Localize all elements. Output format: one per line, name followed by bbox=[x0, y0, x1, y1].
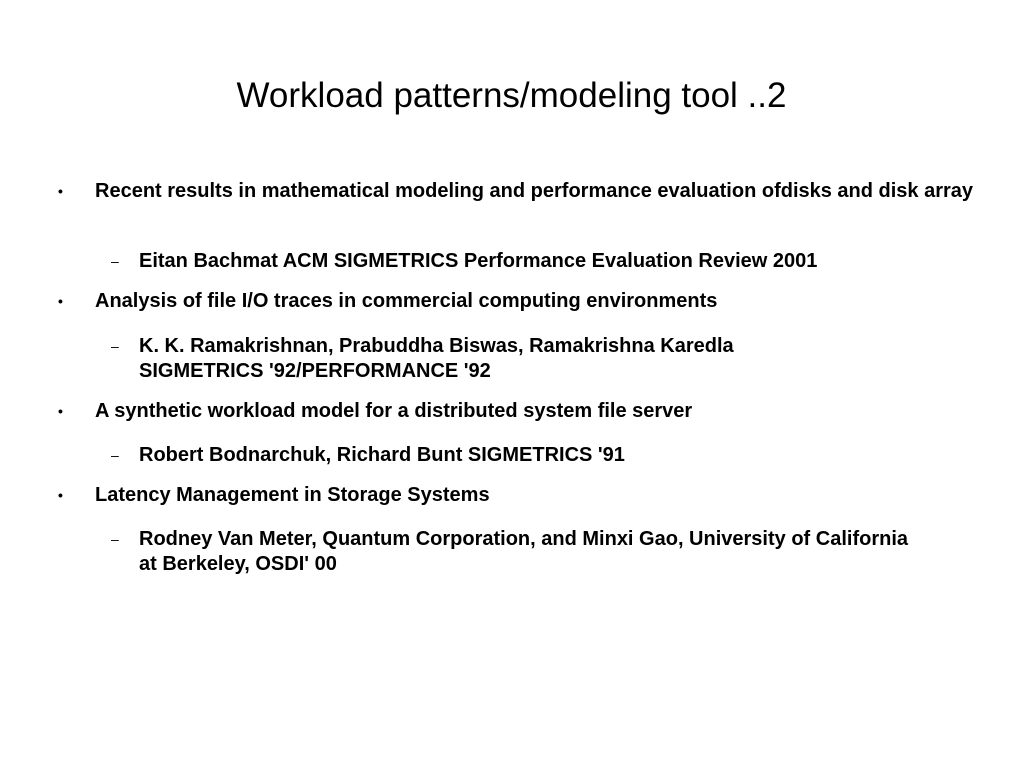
bullet-text: Analysis of file I/O traces in commercial computing environments bbox=[95, 290, 718, 312]
slide-title: Workload patterns/modeling tool ..2 bbox=[236, 76, 787, 115]
bullet-dot-icon: • bbox=[58, 183, 63, 199]
dash-icon: – bbox=[111, 338, 119, 354]
bullet-text: Latency Management in Storage Systems bbox=[95, 484, 490, 506]
sub-bullet-text: Eitan Bachmat ACM SIGMETRICS Performance Evaluation Review 2001 bbox=[139, 250, 818, 272]
bullet-text: A synthetic workload model for a distributed system file server bbox=[95, 400, 693, 422]
bullet-text: Recent results in mathematical modeling and performance evaluation ofdisks and disk array bbox=[95, 180, 974, 202]
bullet-dot-icon: • bbox=[58, 487, 63, 503]
sub-bullet-text: Robert Bodnarchuk, Richard Bunt SIGMETRICS '91 bbox=[139, 444, 625, 466]
dash-icon: – bbox=[111, 447, 119, 463]
dash-icon: – bbox=[111, 531, 119, 547]
sub-bullet-text: K. K. Ramakrishnan, Prabuddha Biswas, Ramakrishna Karedla SIGMETRICS '92/PERFORMANCE '92 bbox=[139, 335, 734, 382]
bullet-dot-icon: • bbox=[58, 293, 63, 309]
dash-icon: – bbox=[111, 253, 119, 269]
sub-bullet-text: Rodney Van Meter, Quantum Corporation, and Minxi Gao, University of California at Berkeley, OSDI' 00 bbox=[139, 528, 908, 575]
bullet-dot-icon: • bbox=[58, 403, 63, 419]
